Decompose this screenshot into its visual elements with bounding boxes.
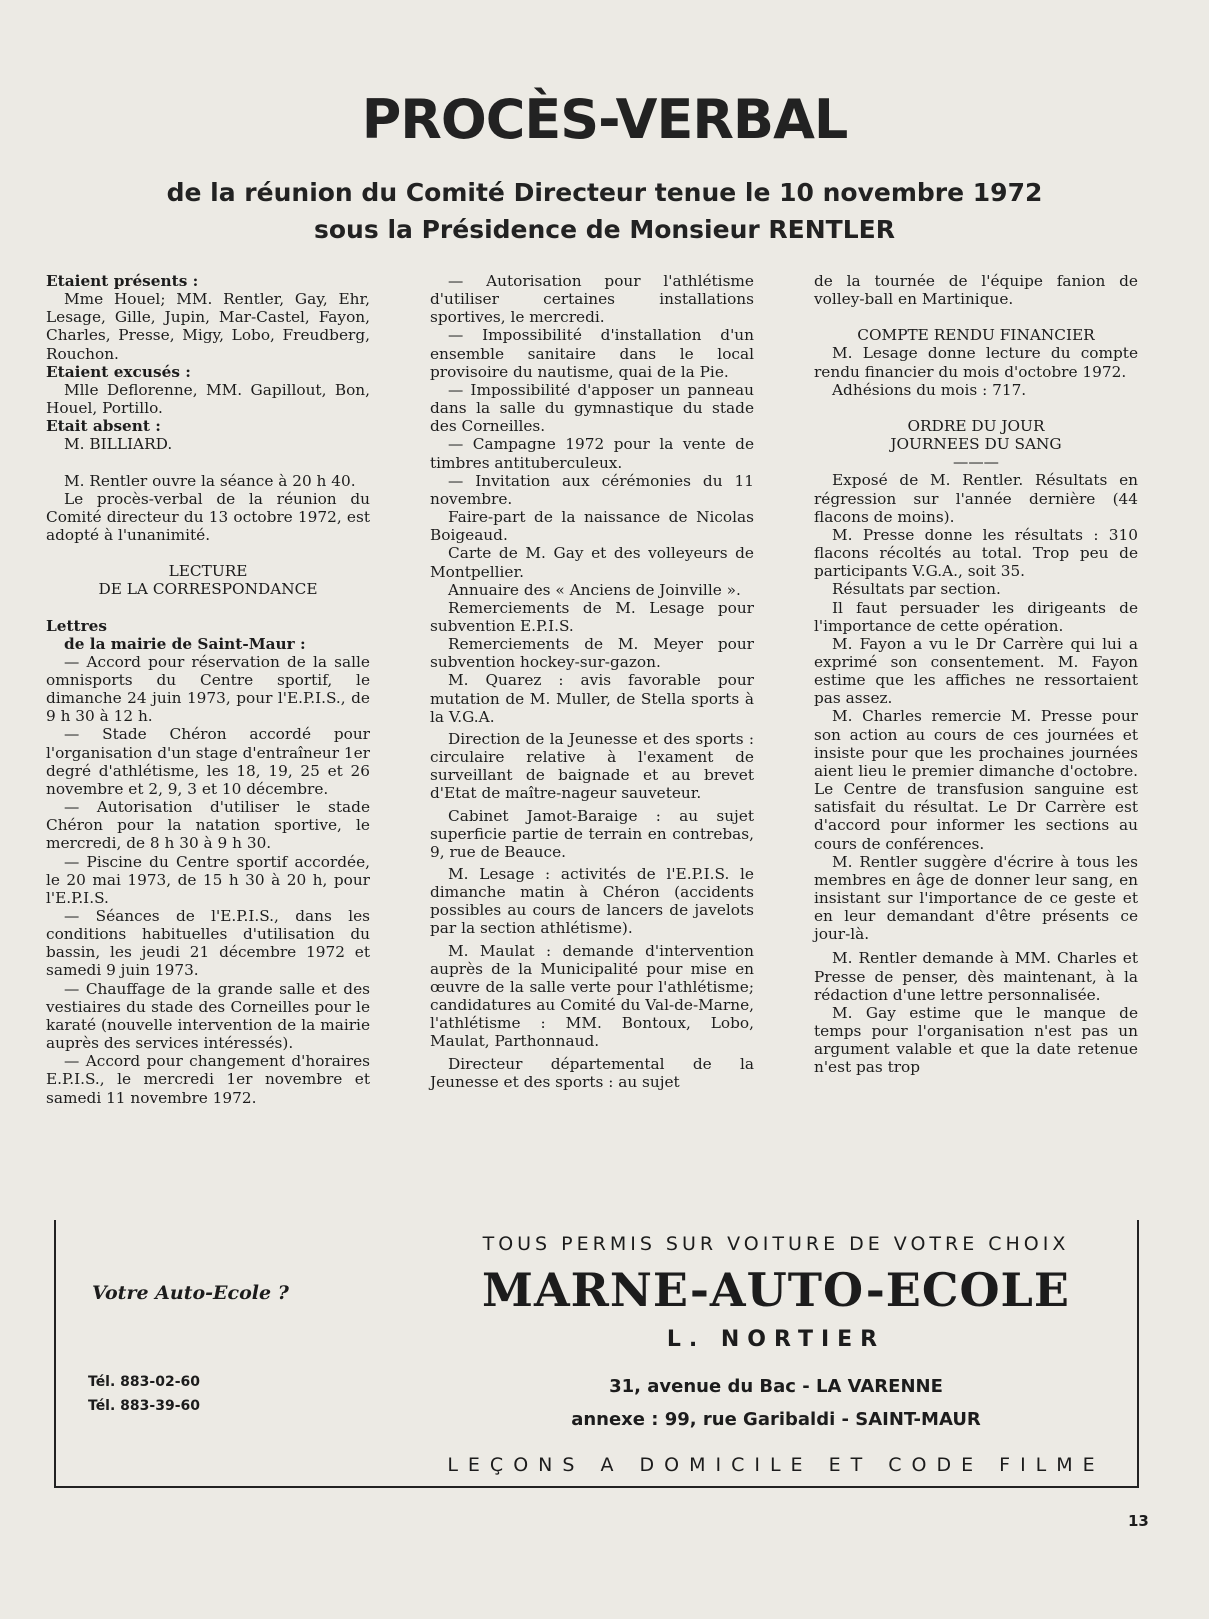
- page-subtitle: [0, 174, 1209, 248]
- list-item: — Chauffage de la grande salle et des vestiaires du stade des Corneilles pour le karaté (nouvelle intervention de la mairie auprès des services intéressés).: [46, 979, 370, 1053]
- ad-owner: L. NORTIER: [666, 1327, 886, 1352]
- lettres-label: Lettres: [46, 616, 108, 635]
- paragraph: Directeur départemental de la Jeunesse et des sports : au sujet: [430, 1054, 754, 1091]
- subtitle-line-1: de la réunion du Comité Directeur tenue le 10 novembre 1972: [166, 178, 1043, 207]
- paragraph: M. Fayon a vu le Dr Carrère qui lui a exprimé son consentement. M. Fayon estime que les affiches ne ressortaient pas assez.: [814, 634, 1138, 708]
- list-item: — Campagne 1972 pour la vente de timbres antituberculeux.: [430, 435, 754, 472]
- list-item: — Autorisation d'utiliser le stade Chéron pour la natation sportive, le mercredi, de 8 h 30 à 9 h 30.: [46, 798, 370, 853]
- column-3: [814, 272, 1138, 1077]
- page-number: 13: [1128, 1512, 1149, 1530]
- ad-phone: Tél. 883-02-60: [88, 1374, 200, 1390]
- absent-names: M. BILLIARD.: [64, 435, 173, 454]
- paragraph: Exposé de M. Rentler. Résultats en régression sur l'année dernière (44 flacons de moins).: [814, 471, 1138, 526]
- list-item: — Stade Chéron accordé pour l'organisation d'un stage d'entraîneur 1er degré d'athlétisme, les 18, 19, 25 et 26 novembre et 2, 9, 3 et 10 décembre.: [46, 725, 370, 798]
- paragraph: M. Lesage : activités de l'E.P.I.S. le dimanche matin à Chéron (accidents possibles au cours de lancers de javelots par la section athlétisme).: [430, 865, 754, 938]
- list-item: Annuaire des « Anciens de Joinville ».: [448, 580, 741, 599]
- ad-company-name: MARNE-AUTO-ECOLE: [482, 1263, 1070, 1317]
- paragraph: Le procès-verbal de la réunion du Comité directeur du 13 octobre 1972, est adopté à l'unanimité.: [46, 489, 370, 545]
- section-heading: JOURNEES DU SANG: [890, 435, 1062, 454]
- paragraph: de la tournée de l'équipe fanion de volley-ball en Martinique.: [814, 272, 1138, 309]
- ad-annex: annexe : 99, rue Garibaldi - SAINT-MAUR: [571, 1409, 981, 1430]
- absent-label: Etait absent :: [46, 417, 161, 436]
- list-item: Remerciements de M. Lesage pour subvention E.P.I.S.: [430, 598, 754, 635]
- excuses-label: Etaient excusés :: [46, 362, 191, 381]
- list-item: — Impossibilité d'installation d'un ensemble sanitaire dans le local provisoire du nautisme, quai de la Pie.: [430, 326, 754, 381]
- advertisement: [54, 1220, 1139, 1488]
- list-item: — Accord pour changement d'horaires E.P.I.S., le mercredi 1er novembre et samedi 11 novembre 1972.: [46, 1052, 370, 1107]
- list-item: — Accord pour réservation de la salle omnisports du Centre sportif, le dimanche 24 juin 1973, pour l'E.P.I.S., de 9 h 30 à 12 h.: [46, 652, 370, 726]
- section-heading: LECTURE: [168, 562, 248, 581]
- ad-main: [426, 1220, 1126, 1476]
- paragraph: M. Charles remercie M. Presse pour son action au cours de ces journées et insiste pour que les prochaines journées aient lieu le premier dimanche d'octobre. Le Centre de transfusion sanguine est satisfait du résultat. Le Dr Carrère est d'accord pour informer les sections au cours de conférences.: [814, 707, 1138, 853]
- column-1: [46, 272, 370, 1107]
- paragraph: M. Rentler demande à MM. Charles et Presse de penser, dès maintenant, à la rédaction d'une lettre personnalisée.: [814, 949, 1138, 1004]
- paragraph: M. Rentler ouvre la séance à 20 h 40.: [64, 471, 356, 490]
- paragraph: M. Maulat : demande d'intervention auprès de la Municipalité pour mise en œuvre de la salle verte pour l'athlétisme; candidatures au Comité du Val-de-Marne, l'athlétisme : MM. Bontoux, Lobo, Maulat, Parthonnaud.: [430, 941, 754, 1051]
- page-title: PROCÈS-VERBAL: [361, 88, 848, 151]
- section-heading: COMPTE RENDU FINANCIER: [857, 326, 1095, 345]
- ad-tagline: Votre Auto-Ecole ?: [92, 1282, 289, 1304]
- paragraph: Adhésions du mois : 717.: [832, 380, 1027, 399]
- separator: ———: [953, 453, 999, 472]
- paragraph: Cabinet Jamot-Baraige : au sujet superficie partie de terrain en contrebas, 9, rue de Beauce.: [430, 806, 754, 861]
- ad-phones: [88, 1370, 200, 1418]
- mairie-label: de la mairie de Saint-Maur :: [64, 634, 306, 653]
- ad-address-block: [426, 1370, 1126, 1436]
- list-item: Remerciements de M. Meyer pour subvention hockey-sur-gazon.: [430, 635, 754, 672]
- list-item: — Séances de l'E.P.I.S., dans les conditions habituelles d'utilisation du bassin, les jeudi 21 décembre 1972 et samedi 9 juin 1973.: [46, 907, 370, 980]
- ad-address: 31, avenue du Bac - LA VARENNE: [609, 1376, 943, 1397]
- list-item: M. Quarez : avis favorable pour mutation de M. Muller, de Stella sports à la V.G.A.: [430, 671, 754, 726]
- presents-names: Mme Houel; MM. Rentler, Gay, Ehr, Lesage, Gille, Jupin, Mar-Castel, Fayon, Charles, Presse, Migy, Lobo, Freudberg, Rouchon.: [46, 290, 370, 363]
- list-item: — Autorisation pour l'athlétisme d'utiliser certaines installations sportives, le mercredi.: [430, 272, 754, 327]
- excuses-names: Mlle Deflorenne, MM. Gapillout, Bon, Houel, Portillo.: [46, 380, 370, 418]
- paragraph: M. Gay estime que le manque de temps pour l'organisation n'est pas un argument valable et que la date retenue n'est pas trop: [814, 1003, 1138, 1077]
- ad-headline: TOUS PERMIS SUR VOITURE DE VOTRE CHOIX: [482, 1233, 1070, 1255]
- list-item: — Impossibilité d'apposer un panneau dans la salle du gymnastique du stade des Corneilles.: [430, 380, 754, 436]
- paragraph: Direction de la Jeunesse et des sports : circulaire relative à l'exament de surveillant de baignade et au brevet d'Etat de maître-nageur sauveteur.: [430, 729, 754, 803]
- paragraph: Résultats par section.: [832, 580, 1001, 599]
- section-heading: ORDRE DU JOUR: [907, 416, 1045, 435]
- paragraph: M. Presse donne les résultats : 310 flacons récoltés au total. Trop peu de participants V.G.A., soit 35.: [814, 525, 1138, 581]
- ad-phone: Tél. 883-39-60: [88, 1398, 200, 1414]
- paragraph: M. Rentler suggère d'écrire à tous les membres en âge de donner leur sang, en insistant sur l'importance de ce geste et en leur demandant d'être présents ce jour-là.: [814, 852, 1138, 944]
- column-2: [430, 272, 754, 1091]
- presents-label: Etaient présents :: [46, 272, 199, 290]
- paragraph: M. Lesage donne lecture du compte rendu financier du mois d'octobre 1972.: [814, 344, 1138, 381]
- list-item: Faire-part de la naissance de Nicolas Boigeaud.: [430, 508, 754, 545]
- paragraph: Il faut persuader les dirigeants de l'importance de cette opération.: [814, 598, 1138, 635]
- subtitle-line-2: sous la Présidence de Monsieur RENTLER: [314, 215, 895, 244]
- list-item: — Piscine du Centre sportif accordée, le 20 mai 1973, de 15 h 30 à 20 h, pour l'E.P.I.S.: [46, 852, 370, 907]
- list-item: — Invitation aux cérémonies du 11 novembre.: [430, 471, 754, 508]
- section-heading: DE LA CORRESPONDANCE: [98, 580, 318, 599]
- ad-footer: LEÇONS A DOMICILE ET CODE FILME: [447, 1454, 1105, 1476]
- list-item: Carte de M. Gay et des volleyeurs de Montpellier.: [430, 544, 754, 581]
